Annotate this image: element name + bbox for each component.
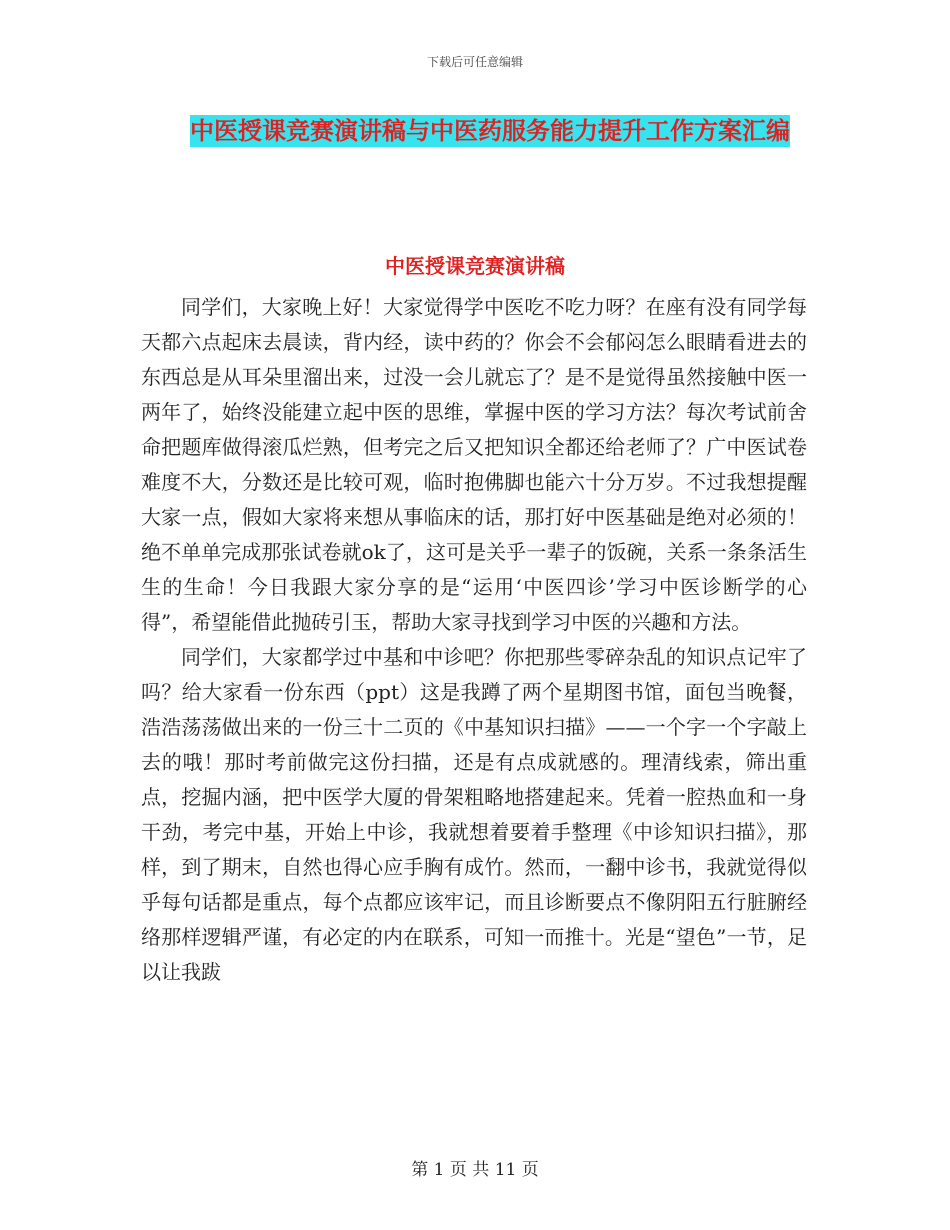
paragraph-1: 同学们，大家晚上好！大家觉得学中医吃不吃力呀？在座有没有同学每天都六点起床去晨读，背内经，读中药的？你会不会郁闷怎么眼睛看进去的东西总是从耳朵里溜出来，过没一会儿就忘了？是不是觉得虽然接触中医一两年了，始终没能建立起中医的思维，掌握中医的学习方法？每次考试前舍命把题库做得滚瓜烂熟，但考完之后又把知识全都还给老师了？广中医试卷难度不大，分数还是比较可观，临时抱佛脚也能六十分万岁。不过我想提醒大家一点，假如大家将来想从事临床的话，那打好中医基础是绝对必须的！绝不单单完成那张试卷就ok了，这可是关乎一辈子的饭碗，关系一条条活生生的生命！今日我跟大家分享的是“运用‘中医四诊’学习中医诊断学的心得”，希望能借此抛砖引玉，帮助大家寻找到学习中医的兴趣和方法。	[141, 295, 807, 634]
page-header-note: 下载后可任意编辑	[426, 55, 523, 69]
page-footer: 第 1 页 共 11 页	[411, 1160, 539, 1180]
document-title	[150, 108, 830, 154]
document-body	[141, 290, 807, 990]
paragraph-2: 同学们，大家都学过中基和中诊吧？你把那些零碎杂乱的知识点记牢了吗？给大家看一份东西（ppt）这是我蹲了两个星期图书馆，面包当晚餐，浩浩荡荡做出来的一份三十二页的《中基知识扫描》——一个字一个字敲上去的哦！那时考前做完这份扫描，还是有点成就感的。理清线索，筛出重点，挖掘内涵，把中医学大厦的骨架粗略地搭建起来。凭着一腔热血和一身干劲，考完中基，开始上中诊，我就想着要着手整理《中诊知识扫描》，那样，到了期末，自然也得心应手胸有成竹。然而，一翻中诊书，我就觉得似乎每句话都是重点，每个点都应该牢记，而且诊断要点不像阴阳五行脏腑经络那样逻辑严谨，有必定的内在联系，可知一而推十。光是“望色”一节，足以让我跋	[141, 645, 807, 984]
section-title: 中医授课竞赛演讲稿	[385, 254, 565, 278]
document-title-text: 中医授课竞赛演讲稿与中医药服务能力提升工作方案汇编	[190, 117, 790, 145]
